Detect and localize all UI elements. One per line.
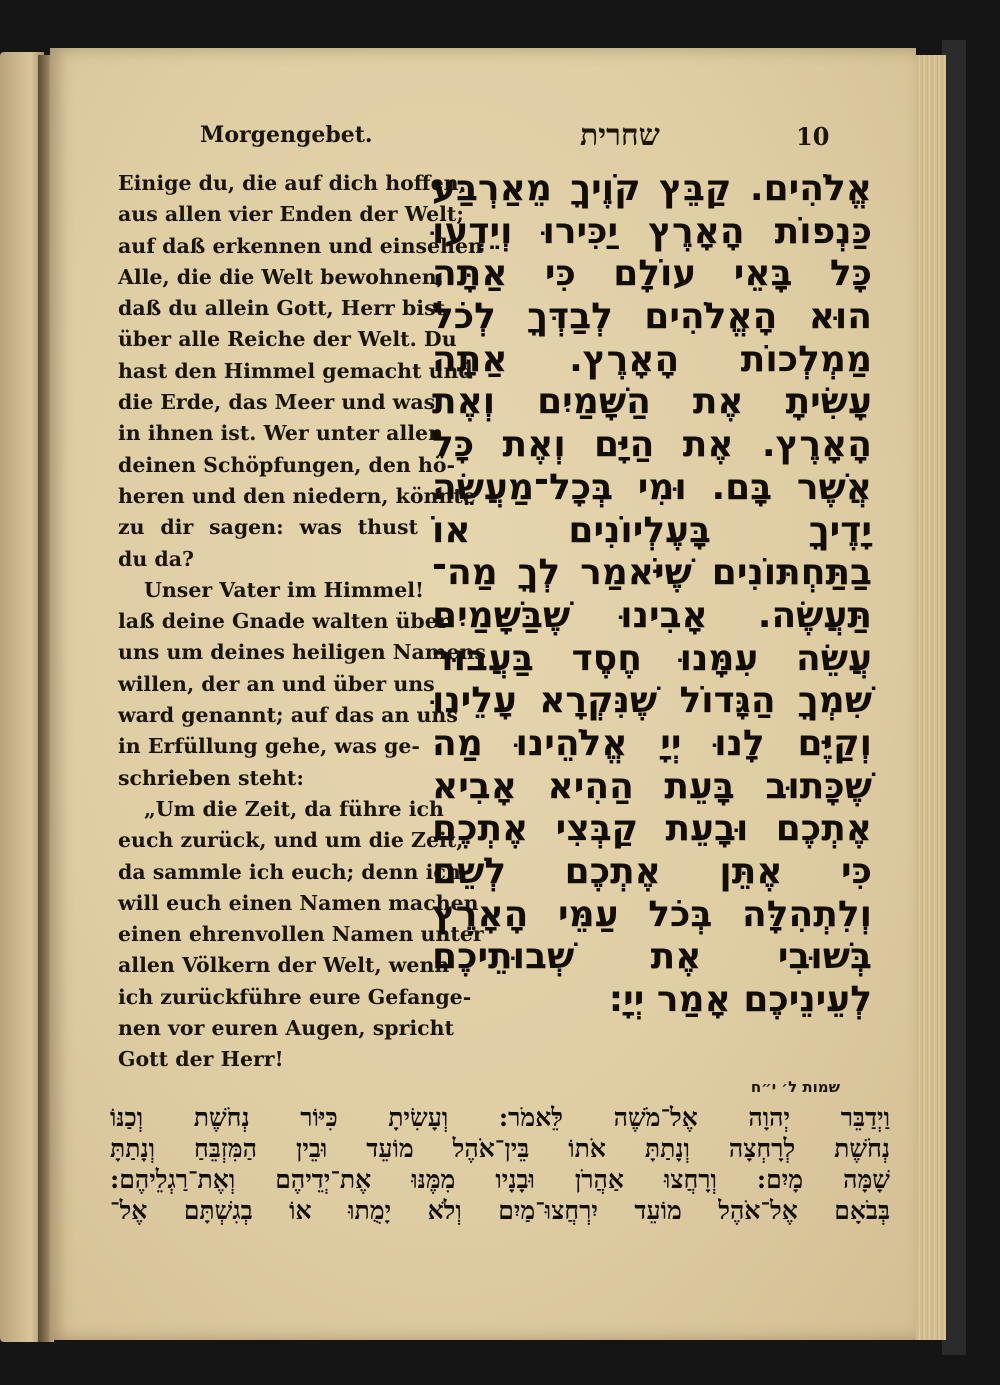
hebrew-text-line: כִּי אֶתֵּן אֶתְכֶם לְשֵׁם: [432, 851, 872, 892]
german-text-line: Unser Vater im Himmel!: [144, 577, 425, 602]
german-text-line: in Erfüllung gehe, was ge-: [118, 734, 420, 759]
hebrew-text-line: לְעֵינֵיכֶם אָמַר יְיָ:: [608, 979, 872, 1021]
german-text-line: uns um deines heiligen Namens: [118, 640, 486, 665]
german-text-line: allen Völkern der Welt, wenn: [118, 953, 450, 978]
torah-text-line: שָׁמָּה מָיִם: וְרָחֲצוּ אַהֲרֹן וּבָנָיו מִמֶּנּוּ אֶת־יְדֵיהֶם וְאֶת־רַגְלֵיהֶם:: [110, 1165, 890, 1194]
german-text-line: willen, der an und über uns: [118, 671, 435, 696]
page-number: 10: [796, 122, 830, 151]
hebrew-text-line: בְּשׁוּבִי אֶת שְׁבוּתֵיכֶם: [432, 936, 872, 978]
hebrew-text-line: וְקַיֶּם לָנוּ יְיָ אֱלֹהֵינוּ מַה: [432, 722, 872, 764]
hebrew-text-line: עֲשֵׂה עִמָּנוּ חֶסֶד בַּעֲבוּר: [432, 637, 872, 679]
hebrew-text-line: אֲשֶׁר בָּם. וּמִי בְּכָל־מַעֲשֵׂה: [432, 466, 872, 508]
german-text-line: die Erde, das Meer und was: [118, 390, 436, 415]
german-text-line: schrieben steht:: [118, 765, 304, 790]
hebrew-running-title: שחרית: [580, 118, 660, 153]
german-text-line: heren und den niedern, könnte: [118, 483, 476, 508]
torah-reference: שמות ל׳ י״ח: [750, 1078, 840, 1096]
hebrew-text-line: הוּא הָאֱלֹהִים לְבַדְּךָ לְכֹל: [432, 296, 872, 338]
german-text-line: Gott der Herr!: [118, 1047, 284, 1072]
hebrew-text-line: הָאָרֶץ. אֶת הַיָּם וְאֶת כָּל: [432, 424, 872, 466]
torah-passage: [110, 1102, 890, 1226]
hebrew-text-line: שֶׁכָּתוּב בָּעֵת הַהִיא אָבִיא: [432, 765, 872, 807]
german-text-line: auf daß erkennen und einsehen: [118, 233, 483, 258]
german-text-line: da sammle ich euch; denn ich: [118, 859, 461, 884]
hebrew-text-line: תַּעֲשֶׂה. אָבִינוּ שֶׁבַּשָּׁמַיִם: [432, 594, 872, 636]
hebrew-text-line: בַתַּחְתּוֹנִים שֶׁיֹּאמַר לְךָ מַה־: [432, 552, 872, 594]
german-text-line: will euch einen Namen machen: [118, 890, 479, 915]
german-translation-column: [118, 168, 486, 1076]
german-text-line: ward genannt; auf das an uns: [118, 703, 458, 728]
hebrew-text-line: יָדֶיךָ בָּעֶלְיוֹנִים אוֹ: [432, 509, 872, 551]
hebrew-text-line: עָשִׂיתָ אֶת הַשָּׁמַיִם וְאֶת: [432, 381, 872, 423]
german-text-line: laß deine Gnade walten über: [118, 609, 449, 634]
german-text-line: zu dir sagen: was thust: [118, 515, 418, 540]
german-text-line: nen vor euren Augen, spricht: [118, 1016, 455, 1041]
german-text-line: euch zurück, und um die Zeit,: [118, 828, 464, 853]
hebrew-text-line: וְלִתְהִלָּה בְּכֹל עַמֵּי הָאָרֶץ: [432, 893, 872, 935]
german-text-line: hast den Himmel gemacht und: [118, 358, 473, 383]
german-text-line: du da?: [118, 546, 195, 571]
german-text-line: Einige du, die auf dich hoffen,: [118, 171, 466, 195]
german-text-line: deinen Schöpfungen, den hö-: [118, 452, 456, 477]
running-title: Morgengebet.: [200, 122, 373, 148]
german-text-line: aus allen vier Enden der Welt;: [118, 202, 464, 227]
hebrew-text-line: אֱלֹהִים. קַבֵּץ קֹוֶיךָ מֵאַרְבַּע: [432, 168, 872, 209]
german-text-line: einen ehrenvollen Namen unter: [118, 922, 484, 947]
hebrew-text-line: מַמְלְכוֹת הָאָרֶץ. אַתָּה: [432, 338, 872, 380]
german-text-line: in ihnen ist. Wer unter allen: [118, 421, 443, 446]
german-text-line: Alle, die die Welt bewohnen,: [118, 264, 444, 289]
hebrew-text-line: כַּנְפוֹת הָאָרֶץ יַכִּירוּ וְיֵדְעוּ: [432, 210, 872, 252]
torah-text-line: נְחֹשֶׁת לְרָחְצָה וְנָתַתָּ אֹתוֹ בֵּין־אֹהֶל מוֹעֵד וּבֵין הַמִּזְבֵּחַ וְנָתַתָּ: [110, 1134, 890, 1163]
hebrew-text-line: אֶתְכֶם וּבָעֵת קַבְּצִי אֶתְכֶם: [432, 808, 872, 850]
hebrew-prayer-column: [432, 168, 872, 1022]
german-text-line: ich zurückführe eure Gefange-: [118, 984, 472, 1009]
german-text-line: daß du allein Gott, Herr bist: [118, 296, 446, 321]
hebrew-text-line: שִׁמְךָ הַגָּדוֹל שֶׁנִּקְרָא עָלֵינוּ: [432, 680, 872, 722]
hebrew-text-line: כָּל בָּאֵי עוֹלָם כִּי אַתָּה: [432, 253, 872, 295]
german-text-line: „Um die Zeit, da führe ich: [144, 796, 444, 821]
torah-text-line: בְּבֹאָם אֶל־אֹהֶל מוֹעֵד יִרְחֲצוּ־מַיִם וְלֹא יָמֻתוּ אוֹ בְגִשְׁתָּם אֶל־: [110, 1196, 890, 1225]
torah-text-line: וַיְדַבֵּר יְהוָה אֶל־מֹשֶׁה לֵּאמֹר: וְעָשִׂיתָ כִּיּוֹר נְחֹשֶׁת וְכַנּוֹ: [110, 1103, 890, 1132]
german-text-line: über alle Reiche der Welt. Du: [118, 327, 457, 352]
